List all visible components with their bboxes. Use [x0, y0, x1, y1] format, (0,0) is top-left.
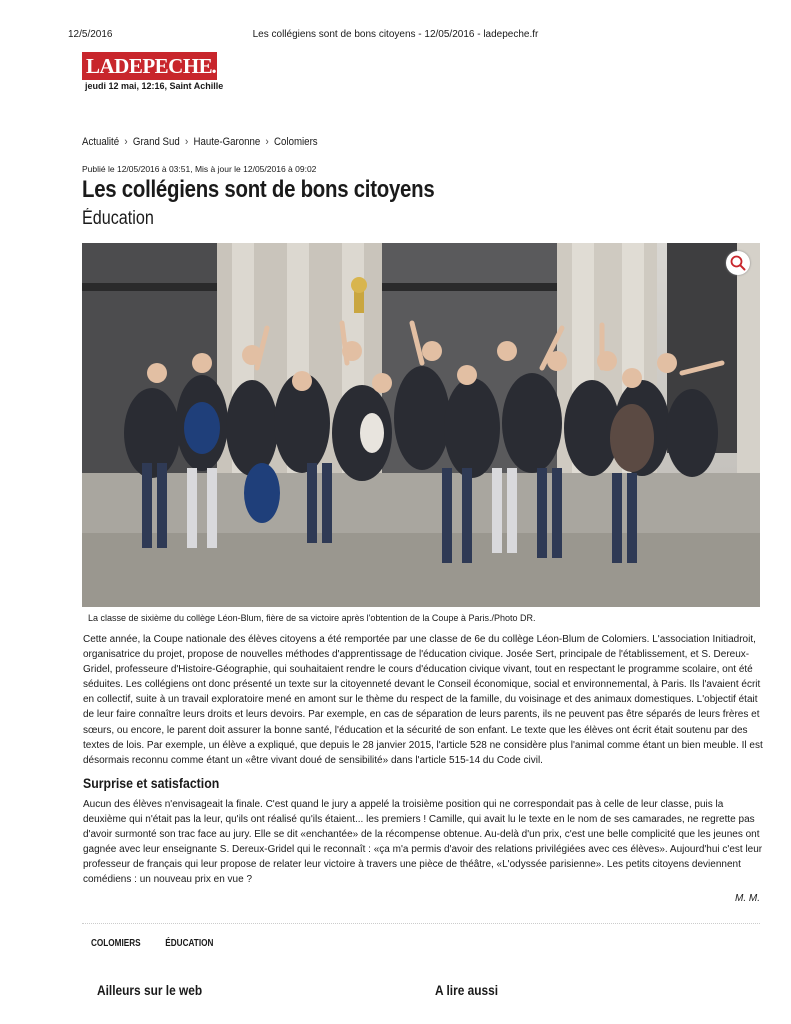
photo-caption: La classe de sixième du collège Léon-Blum, fière de sa victoire après l'obtention de la Coupe à Paris./Photo DR. [82, 608, 760, 628]
elsewhere-heading: Ailleurs sur le web [97, 982, 203, 998]
read-also-heading: A lire aussi [435, 982, 499, 998]
breadcrumb-item-actualite[interactable]: Actualité [82, 136, 120, 148]
breadcrumb-item-colomiers[interactable]: Colomiers [274, 136, 318, 148]
chevron-right-icon: › [265, 136, 269, 148]
zoom-icon[interactable] [726, 251, 750, 275]
breadcrumb-item-haute-garonne[interactable]: Haute-Garonne [193, 136, 261, 148]
divider [82, 923, 760, 924]
article-photo[interactable] [82, 243, 760, 607]
logo-suffix: .fr [212, 54, 232, 78]
chevron-right-icon: › [185, 136, 189, 148]
photo-illustration [82, 243, 760, 607]
publication-date: Publié le 12/05/2016 à 03:51, Mis à jour le 12/05/2016 à 09:02 [82, 164, 317, 174]
dateline: jeudi 12 mai, 12:16, Saint Achille [85, 81, 224, 91]
article-tags [91, 938, 238, 949]
article-paragraph: Cette année, la Coupe nationale des élèves citoyens a été remportée par une classe de 6e du collège Léon-Blum de Colomiers. L'association Initiadroit, organisatrice du projet, propose de nouvelles méthodes d'apprentissage de l'éducation civique. Josée Sert, principale de l'établissement, et S. Dereux-Gridel, professeure d'Histoire-Géographie, qui souhaitaient rendre le cours d'éducation civique vivant, tout en respectant le programme scolaire, ont été séduites. Les collégiens ont donc présenté un texte sur la citoyenneté devant le Conseil économique, social et environnemental, à Paris. Ils l'avaient écrit en collectif, suite à un travail exploratoire mené en amont sur le thème du respect de la famille, du voisinage et des animaux domestiques. L'objectif était de leur faire connaître leurs droits et leurs devoirs. Par exemple, en cas de séparation de leurs parents, ils ne peuvent pas être séparés de leurs frères et sœurs, ou encore, le parent doit assurer la bonne santé, l'éducation et la sécurité de son enfant. Le texte que les élèves ont écrit était soutenu par des textes de lois. Par exemple, un élève a expliqué, que depuis le 28 janvier 2015, l'article 528 ne considère plus l'animal comme étant un bien meuble. Il est désormais reconnu comme étant un «être vivant doué de sensibilité» dans l'article 515-14 du Code civil. [83, 634, 763, 766]
logo-main: LADEPECHE [86, 54, 213, 78]
article-title: Les collégiens sont de bons citoyens [82, 176, 435, 203]
tag-education[interactable]: ÉDUCATION [165, 938, 214, 949]
breadcrumb [82, 136, 318, 148]
article-subheading: Surprise et satisfaction [83, 775, 220, 791]
tag-colomiers[interactable]: COLOMIERS [91, 938, 141, 949]
print-page-title: Les collégiens sont de bons citoyens - 12/05/2016 - ladepeche.fr [252, 29, 539, 40]
article-section: Éducation [82, 208, 154, 229]
print-date: 12/5/2016 [68, 29, 113, 40]
article-paragraph: Aucun des élèves n'envisageait la finale. C'est quand le jury a appelé la troisième position qui ne correspondait pas à celle de leur classe, puis la deuxième qui n'était pas la leur, qu'ils ont réalisé qu'ils étaient... les premiers ! Camille, qui avait lu le texte en le nom de ses camarades, ne regrette pas d'avoir surmonté son trac face au jury. Elle se dit «enchantée» de la récompense obtenue. Au-delà d'un prix, c'est une belle complicité que les jeunes ont gagnée avec leur enseignante S. Dereux-Gridel qui le reconnaît : «ça m'a permis d'avoir des relations privilégiées avec ces élèves». Aujourd'hui c'est leur professeur de français qui leur propose de relater leur victoire à travers une pièce de théâtre, «L'odyssée parisienne». Les petits citoyens deviennent comédiens : un nouveau prix en vue ? [83, 799, 763, 886]
author-signature: M. M. [735, 893, 760, 904]
breadcrumb-item-grand-sud[interactable]: Grand Sud [132, 136, 180, 148]
site-logo[interactable] [82, 52, 232, 80]
chevron-right-icon: › [124, 136, 128, 148]
